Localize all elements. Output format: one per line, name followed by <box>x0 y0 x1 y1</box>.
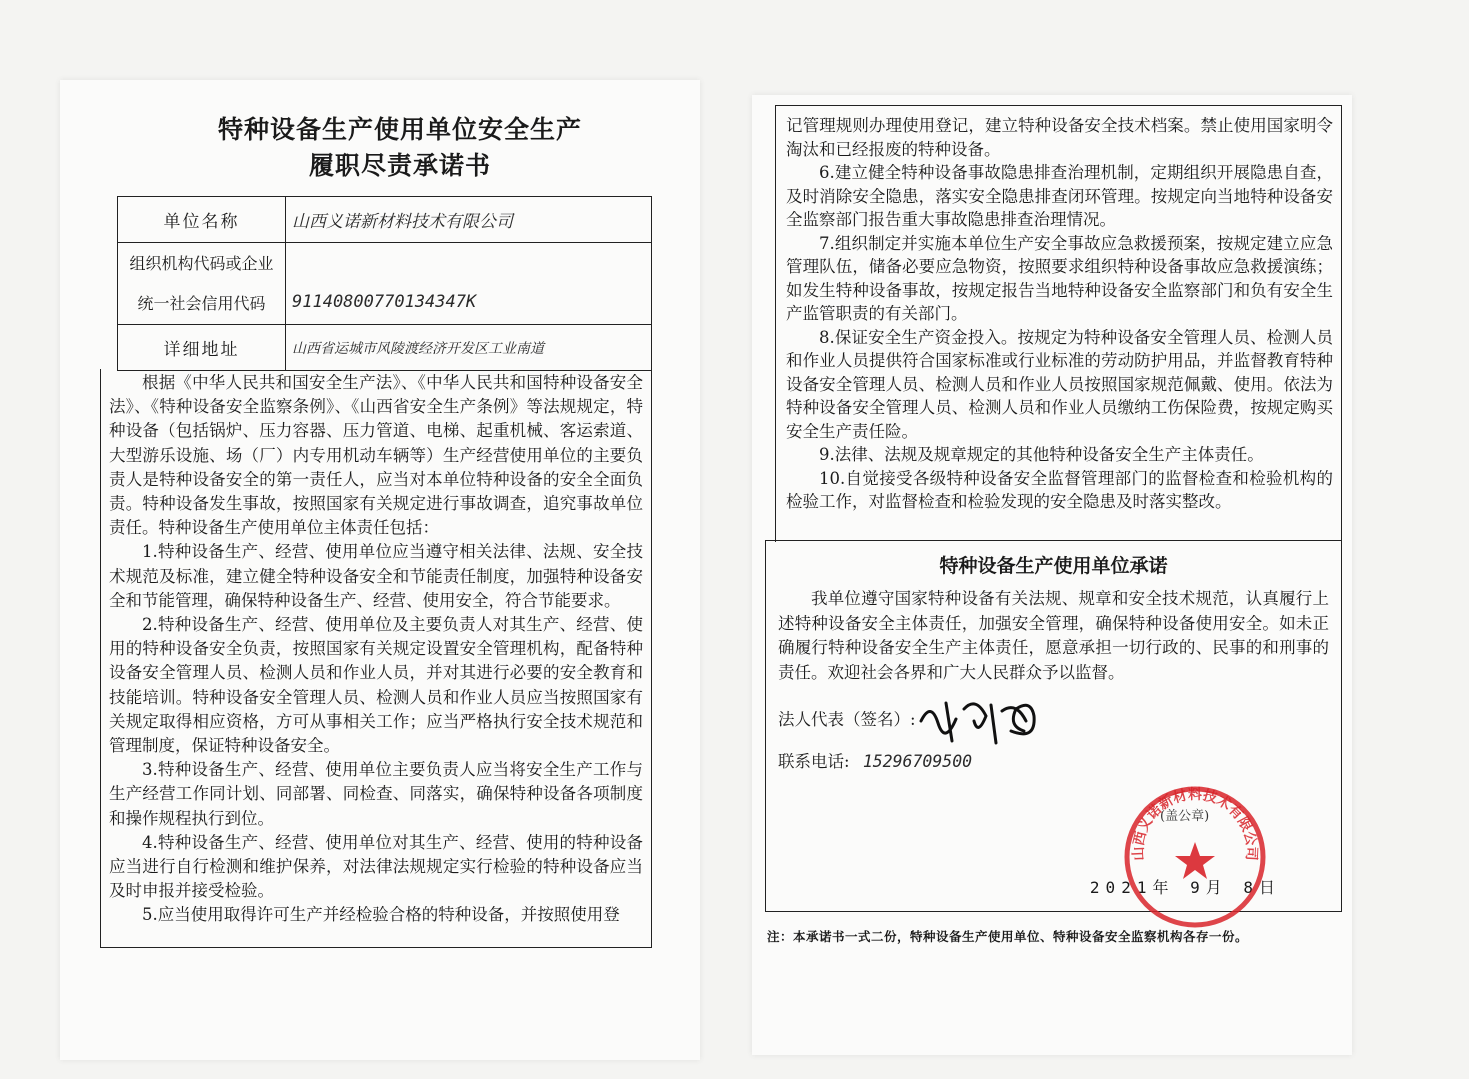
credit-code-label <box>118 243 286 325</box>
intro-paragraph: 根据《中华人民共和国安全生产法》、《中华人民共和国特种设备安全法》、《特种设备安全监察条例》、《山西省安全生产条例》等法规规定，特种设备（包括锅炉、压力容器、压力管道、电梯、起重机械、客运索道、大型游乐设施、场（厂）内专用机动车辆等）生产经营使用单位的主要负责人是特种设备安全的第一责任人，应当对本单位特种设备的安全全面负责。特种设备发生事故，按照国家有关规定进行事故调查，追究事故单位责任。特种设备生产使用单位主体责任包括： <box>109 373 643 538</box>
list-item: 4.特种设备生产、经营、使用单位对其生产、经营、使用的特种设备应当进行自行检测和维护保养，对法律法规规定实行检验的特种设备应当及时申报并接受检验。 <box>109 832 643 901</box>
address-value: 山西省运城市风陵渡经济开发区工业南道 <box>286 325 652 371</box>
phone-value: 15296709500 <box>862 752 973 771</box>
right-body-text <box>775 105 1342 542</box>
seal-text: 山西义诺新材料技术有限公司 <box>1130 786 1260 861</box>
list-item: 2.特种设备生产、经营、使用单位及主要负责人对其生产、经营、使用的特种设备安全负责，按照国家有关规定设置安全管理机构，配备特种设备安全管理人员、检测人员和作业人员，并对其进行必要的安全教育和技能培训。特种设备安全管理人员、检测人员和作业人员应当按照国家有关规定取得相应资格，方可从事相关工作；应当严格执行安全技术规范和管理制度，保证特种设备安全。 <box>109 615 643 756</box>
address-label: 详细地址 <box>118 325 286 371</box>
phone-label: 联系电话: <box>778 752 850 771</box>
commitment-text: 我单位遵守国家特种设备有关法规、规章和安全技术规范，认真履行上述特种设备安全主体责任，加强安全管理，确保特种设备使用安全。如未正确履行特种设备安全生产主体责任，愿意承担一切行政的、民事的和刑事的责任。欢迎社会各界和广大人民群众予以监督。 <box>778 589 1329 682</box>
table-row <box>118 243 652 325</box>
title-line-2: 履职尽责承诺书 <box>308 151 491 180</box>
footnote: 注：本承诺书一式二份，特种设备生产使用单位、特种设备安全监察机构各存一份。 <box>767 929 1249 944</box>
unit-name-value: 山西义诺新材料技术有限公司 <box>286 197 652 243</box>
list-item: 9.法律、法规及规章规定的其他特种设备安全生产主体责任。 <box>819 445 1264 464</box>
list-item: 7.组织制定并实施本单位生产安全事故应急救援预案，按规定建立应急管理队伍，储备必要应急物资，按照要求组织特种设备事故应急救援演练；如发生特种设备事故，按规定报告当地特种设备安全监察部门和负有安全生产监管职责的有关部门。 <box>786 233 1333 323</box>
seal-star-icon <box>1175 842 1215 879</box>
list-item: 5.应当使用取得许可生产并经检验合格的特种设备，并按照使用登 <box>142 905 620 925</box>
seal-sub-label: (盖公章) <box>1160 809 1210 824</box>
list-item: 1.特种设备生产、经营、使用单位应当遵守相关法律、法规、安全技术规范及标准，建立健全特种设备安全和节能责任制度，加强特种设备安全和节能管理，确保特种设备生产、经营、使用安全，符合节能要求。 <box>109 542 643 610</box>
legal-rep-row <box>778 706 916 730</box>
continuation-paragraph: 记管理规则办理使用登记，建立特种设备安全技术档案。禁止使用国家明令淘汰和已经报废的特种设备。 <box>786 116 1333 159</box>
unit-info-table <box>117 196 652 371</box>
document-title <box>200 112 600 184</box>
handwritten-signature <box>916 691 1076 751</box>
list-item: 8.保证安全生产资金投入。按规定为特种设备安全管理人员、检测人员和作业人员提供符合国家标准或行业标准的劳动防护用品，并监督教育特种设备安全管理人员、检测人员和作业人员按照国家规范佩戴、使用。依法为特种设备安全管理人员、检测人员和作业人员缴纳工伤保险费，按规定购买安全生产责任险。 <box>786 327 1333 441</box>
phone-row <box>778 748 972 772</box>
credit-code-label-line-1: 组织机构代码或企业 <box>129 253 274 273</box>
table-row <box>118 197 652 243</box>
table-row <box>118 325 652 371</box>
list-item: 6.建立健全特种设备事故隐患排查治理机制，定期组织开展隐患自查，及时消除安全隐患，落实安全隐患排查闭环管理。按规定向当地特种设备安全监察部门报告重大事故隐患排查治理情况。 <box>786 163 1333 229</box>
signing-date: 2021年 9月 8日 <box>1089 878 1281 897</box>
list-item: 3.特种设备生产、经营、使用单位主要负责人应当将安全生产工作与生产经营工作同计划、同部署、同检查、同落实，确保特种设备各项制度和操作规程执行到位。 <box>109 760 643 828</box>
unit-name-label: 单位名称 <box>118 197 286 243</box>
credit-code-label-line-2: 统一社会信用代码 <box>137 293 266 313</box>
commitment-title: 特种设备生产使用单位承诺 <box>939 555 1168 577</box>
list-item: 10.自觉接受各级特种设备安全监督管理部门的监督检查和检验机构的检验工作，对监督检查和检验发现的安全隐患及时落实整改。 <box>786 468 1333 511</box>
legal-rep-label: 法人代表（签名）: <box>778 710 916 729</box>
credit-code-value: 91140800770134347K <box>286 243 652 325</box>
title-line-1: 特种设备生产使用单位安全生产 <box>217 115 582 144</box>
left-body-text <box>100 369 652 948</box>
